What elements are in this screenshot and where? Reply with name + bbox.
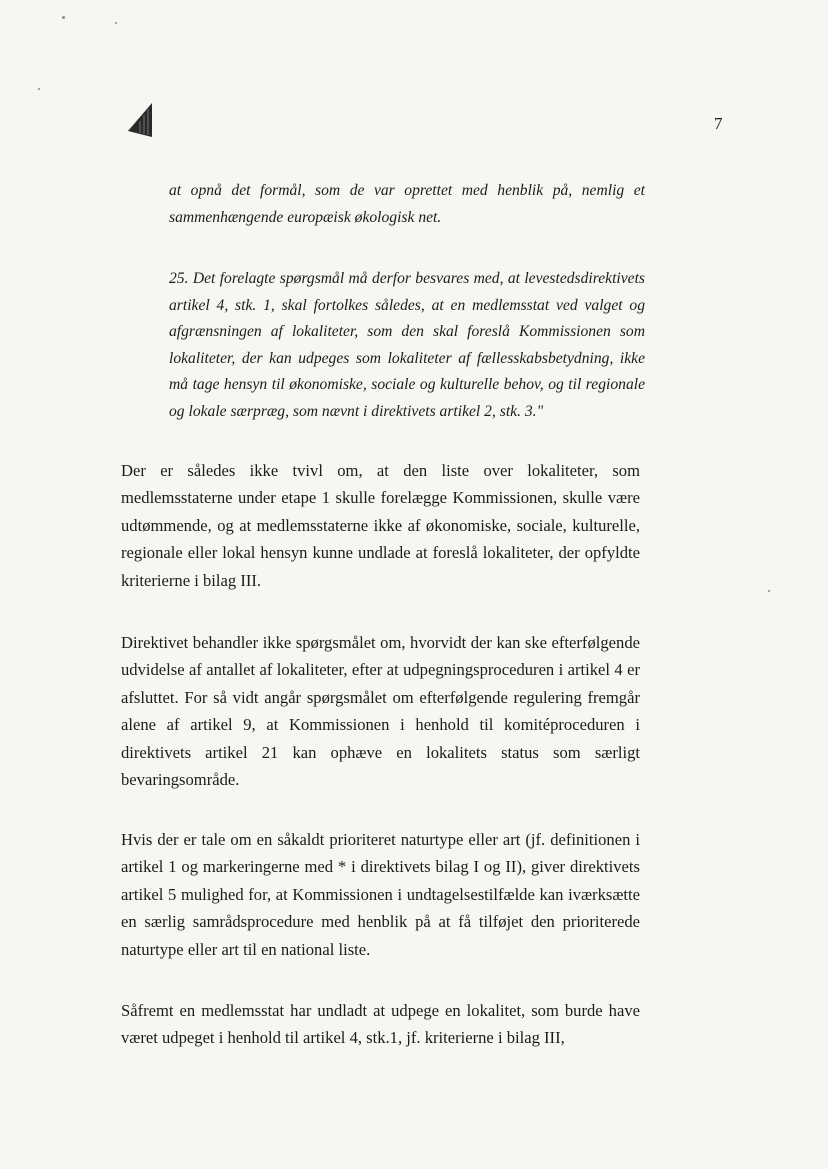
body-paragraph-4: Såfremt en medlemsstat har undladt at udpege en lokalitet, som burde have været udpeget i henhold til artikel 4, stk.1, jf. kriterierne i bilag III, [121,1001,640,1048]
page-number: 7 [714,114,723,133]
triangle-logo-icon [128,103,154,137]
scan-speck [115,22,117,24]
body-paragraph-3: Hvis der er tale om en såkaldt prioriteret naturtype eller art (jf. definitionen i artikel 1 og markeringerne med * i direktivets bilag I og II), giver direktivets artikel 5 mulighed for, at Kommissionen i undtagelsestilfælde kan iværksætte en særlig samrådsprocedure med henblik på at få tilføjet den prioriterede naturtype eller art til en national liste. [121,830,640,959]
body-paragraph-2: Direktivet behandler ikke spørgsmålet om, hvorvidt der kan ske efterfølgende udvidelse af antallet af lokaliteter, efter at udpegningsproceduren i artikel 4 er afsluttet. For så vidt angår spørgsmålet om efterfølgende regulering fremgår alene af artikel 9, at Kommissionen i henhold til komitéproceduren i direktivets artikel 21 kan ophæve en lokalitets status som særligt bevaringsområde. [121,633,640,790]
quoted-paragraph-1: at opnå det formål, som de var oprettet med henblik på, nemlig et sammenhængende europæisk økologisk net. [169,182,645,226]
scan-speck [38,88,40,90]
scan-speck [768,590,770,592]
quoted-paragraph-2: 25. Det forelagte spørgsmål må derfor besvares med, at levestedsdirektivets artikel 4, stk. 1, skal fortolkes således, at en medlemsstat ved valget og afgrænsningen af lokaliteter, som den skal foreslå Kommissionen som lokaliteter, der kan udpeges som lokaliteter af fællesskabsbetydning, ikke må tage hensyn til økonomiske, sociale og kulturelle behov, og til regionale og lokale særpræg, som nævnt i direktivets artikel 2, stk. 3." [169,270,645,420]
body-paragraph-1: Der er således ikke tvivl om, at den liste over lokaliteter, som medlemsstaterne under etape 1 skulle forelægge Kommissionen, skulle være udtømmende, og at medlemsstaterne ikke af økonomiske, sociale, kulturelle, regionale eller lokal hensyn kunne undlade at foreslå lokaliteter, der opfyldte kriterierne i bilag III. [121,461,640,590]
scan-speck [62,16,65,19]
